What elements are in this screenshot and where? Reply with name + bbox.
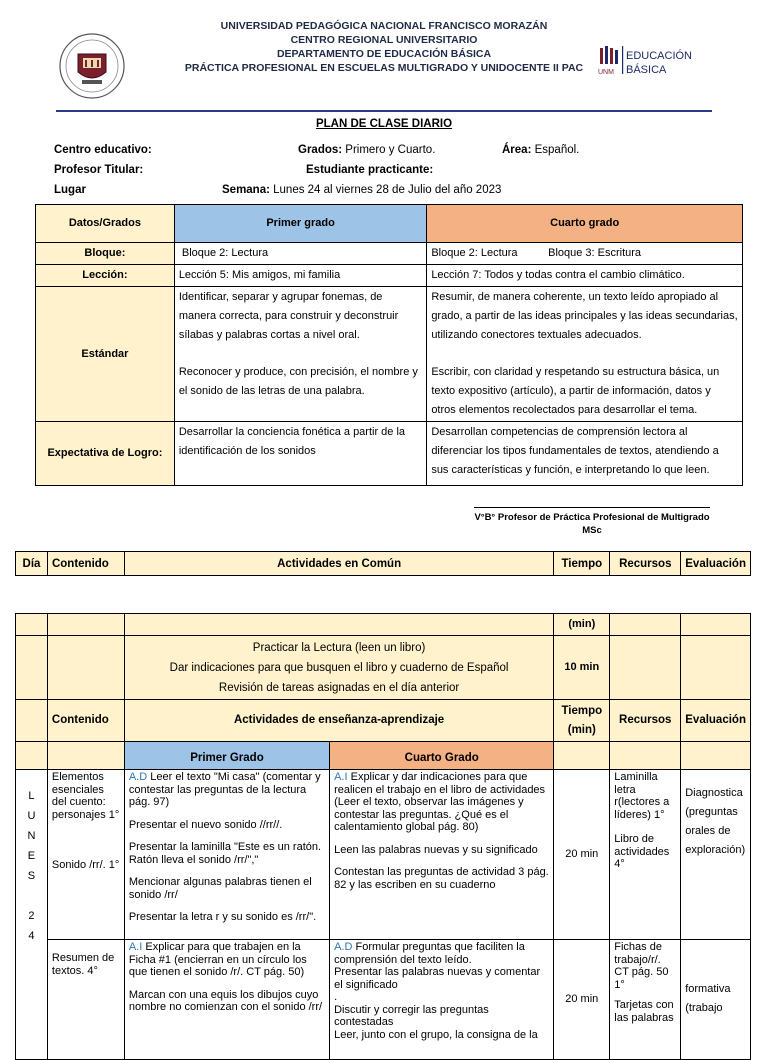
recursos-header: Recursos [610, 552, 681, 576]
comun-line-2: Dar indicaciones para que busquen el libro y cuaderno de Español [169, 661, 509, 674]
estandar-cuarto-p2: Escribir, con claridad y respetando su estructura básica, un texto expositivo (artículo), a partir de información, datos y otros elementos recolectados para desarrollar el tema. [431, 366, 720, 416]
contenido-row1 [47, 770, 124, 940]
logo-text-2: BÁSICA [626, 64, 667, 76]
common-activities [124, 636, 553, 700]
leccion-primer: Lección 5: Mis amigos, mi familia [174, 265, 427, 287]
cuarto-tag-row1: A.I [334, 771, 348, 783]
tiempo-row1: 20 min [554, 770, 610, 940]
estandar-cuarto [427, 287, 743, 422]
grados-value: Primero y Cuarto. [342, 144, 436, 156]
evaluacion-row2: formativa (trabajo [681, 940, 751, 1060]
contenido-header: Contenido [47, 552, 124, 576]
university-seal-logo [58, 32, 126, 100]
dia-header: Día [16, 552, 48, 576]
primer-tag-row1: A.D [128, 771, 148, 783]
tiempo-header: Tiempo [554, 552, 610, 576]
centro-label: Centro educativo: [54, 144, 152, 156]
primer-grado-header: Primer grado [174, 205, 427, 243]
cuarto-p2-row1: Leen las palabras nuevas y su significado [334, 843, 538, 856]
cuarto-grado-label: Cuarto Grado [330, 742, 554, 770]
semana-label: Semana: [222, 184, 270, 196]
contenido-row1-a: Elementos esenciales del cuento: personajes 1° [51, 771, 120, 821]
ensenanza-label: Actividades de enseñanza-aprendizaje [124, 700, 553, 742]
cuarto-tag-row2: A.D [334, 941, 353, 953]
semana-value: Lunes 24 al viernes 28 de Julio del año 2023 [269, 184, 502, 196]
day-letter [20, 886, 43, 906]
university-name: UNIVERSIDAD PEDAGÓGICA NACIONAL FRANCISCO MORAZÁN [220, 20, 548, 32]
lugar-label: Lugar [54, 184, 86, 196]
primer-text-row1: Leer el texto "Mi casa" (comentar y contestar las preguntas de la lectura pág. 97) [128, 771, 321, 808]
recursos-label: Recursos [610, 700, 681, 742]
practice-name: PRÁCTICA PROFESIONAL EN ESCUELAS MULTIGRADO Y UNIDOCENTE II PAC [184, 62, 584, 74]
primer-p5-row1: Presentar la letra r y su sonido es /rr/". [128, 911, 317, 923]
comun-line-3: Revisión de tareas asignadas en el día anterior [218, 681, 460, 694]
cuarto-text-row1: Explicar y dar indicaciones para que realicen el trabajo en el libro de actividades (Leer el texto, observar las imágenes y contestar las preguntas. ¿Qué es el calentamiento global pág. 80) [334, 771, 546, 833]
comun-time: 10 min [554, 636, 610, 700]
recursos-row1-b: Libro de actividades 4° [614, 833, 670, 870]
profesor-label: Profesor Titular: [54, 164, 144, 176]
expectativa-label: Expectativa de Logro: [36, 422, 175, 486]
day-letter: L [28, 790, 35, 802]
cuarto-p5-row2: Leer, junto con el grupo, la consigna de la [334, 1028, 538, 1041]
primer-grado-label: Primer Grado [124, 742, 329, 770]
cuarto-activities-row1 [330, 770, 554, 940]
schedule-header-row [15, 551, 751, 576]
area-info [502, 144, 579, 156]
evaluacion-row1: Diagnostica (preguntas orales de exploración) [681, 770, 751, 940]
day-letter: 4 [28, 930, 35, 942]
actividades-comun-header: Actividades en Común [124, 552, 553, 576]
page-title: PLAN DE CLASE DIARIO [315, 118, 453, 130]
cuarto-p3-row1: Contestan las preguntas de actividad 3 pág. 82 y las escriben en su cuaderno [334, 866, 549, 891]
day-letter: E [27, 850, 36, 862]
signature-line [474, 507, 710, 508]
recursos-row2-a: Fichas de trabajo/r/. CT pág. 50 1° [614, 941, 669, 991]
grados-label: Grados: [298, 144, 343, 156]
day-letter: N [27, 830, 36, 842]
day-letter: 2 [28, 910, 35, 922]
signature-degree: MSc [582, 525, 602, 536]
primer-p4-row1: Mencionar algunas palabras tienen el sonido /rr/ [128, 876, 312, 901]
grados-info [298, 144, 435, 156]
estandar-label: Estándar [36, 287, 175, 422]
recursos-row1 [610, 770, 681, 940]
evaluacion-label: Evaluación [681, 700, 751, 742]
contenido-row2: Resumen de textos. 4° [47, 940, 124, 1060]
evaluacion-header: Evaluación [681, 552, 751, 576]
primer-activities-row2 [124, 940, 329, 1060]
activities-table [15, 613, 751, 1060]
primer-p3-row1: Presentar la laminilla "Este es un ratón. Ratón lleva el sonido /rr/"," [128, 841, 322, 866]
header-divider [56, 110, 712, 112]
bloque-primer: Bloque 2: Lectura [174, 243, 427, 265]
cuarto-text-row2: Formular preguntas que faciliten la comprensión del texto leído. [334, 941, 525, 966]
primer-text-row2: Explicar para que trabajen en la Ficha #1 (encierran en un círculo los que tienen el sonido /r/. CT pág. 50) [128, 941, 307, 978]
department-name: DEPARTAMENTO DE EDUCACIÓN BÁSICA [276, 48, 492, 60]
expectativa-cuarto: Desarrollan competencias de comprensión lectora al diferenciar los tipos fundamentales de textos, atendiendo a sus características y función, e interpretando lo que leen. [427, 422, 743, 486]
leccion-label: Lección: [36, 265, 175, 287]
recursos-row2 [610, 940, 681, 1060]
cuarto-activities-row2 [330, 940, 554, 1060]
estandar-cuarto-p1: Resumir, de manera coherente, un texto leído apropiado al grado, a partir de las ideas principales y las ideas secundarias, utilizando conectores textuales adecuados. [431, 291, 738, 341]
area-label: Área: [502, 144, 532, 156]
day-letter: S [27, 870, 36, 882]
bloque-label: Bloque: [36, 243, 175, 265]
cuarto-p3-row2: . [334, 991, 338, 1003]
estandar-primer-p2: Reconocer y produce, con precisión, el nombre y el sonido de las letras de una palabra. [178, 366, 418, 397]
plan-table [35, 204, 743, 486]
cuarto-p2-row2: Presentar las palabras nuevas y comentar el significado [334, 966, 541, 991]
primer-p2-row2: Marcan con una equis los dibujos cuyo nombre no comienzan con el sonido /rr/ [128, 988, 323, 1013]
signature-title: V°B° Profesor de Práctica Profesional de Multigrado [474, 512, 710, 523]
estandar-primer-p1: Identificar, separar y agrupar fonemas, de manera correcta, para construir y deconstruir sílabas y palabras cortas a nivel oral. [178, 291, 399, 341]
primer-activities-row1 [124, 770, 329, 940]
tiempo-min-label: Tiempo (min) [554, 700, 610, 742]
datos-grados-header: Datos/Grados [36, 205, 175, 243]
regional-center: CENTRO REGIONAL UNIVERSITARIO [290, 34, 478, 46]
estudiante-label: Estudiante practicante: [306, 164, 434, 176]
recursos-row1-a: Laminilla letra r(lectores a líderes) 1° [614, 771, 670, 821]
logo-text-1: EDUCACIÓN [626, 50, 693, 62]
tiempo-row2: 20 min [554, 940, 610, 1060]
day-column [16, 770, 48, 1060]
cuarto-grado-header: Cuarto grado [427, 205, 743, 243]
bloque-cuarto: Bloque 2: Lectura Bloque 3: Escritura [427, 243, 743, 265]
leccion-cuarto: Lección 7: Todos y todas contra el cambio climático. [427, 265, 743, 287]
semana-info [222, 184, 501, 196]
contenido-row1-b: Sonido /rr/. 1° [51, 859, 120, 871]
contenido-label: Contenido [47, 700, 124, 742]
comun-line-1: Practicar la Lectura (leen un libro) [252, 641, 426, 654]
primer-p2-row1: Presentar el nuevo sonido //rr//. [128, 818, 283, 831]
expectativa-primer: Desarrollar la conciencia fonética a partir de la identificación de los sonidos [174, 422, 427, 486]
estandar-primer [174, 287, 427, 422]
education-logo [596, 44, 696, 78]
signature-block [462, 511, 722, 537]
min-label: (min) [554, 614, 610, 636]
cuarto-p4-row2: Discutir y corregir las preguntas contestadas [334, 1003, 489, 1028]
area-value: Español. [531, 144, 580, 156]
recursos-row2-b: Tarjetas con las palabras [614, 999, 674, 1024]
day-letter: U [27, 810, 36, 822]
primer-tag-row2: A.I [128, 941, 143, 953]
logo-small-text: UNM [598, 69, 614, 76]
